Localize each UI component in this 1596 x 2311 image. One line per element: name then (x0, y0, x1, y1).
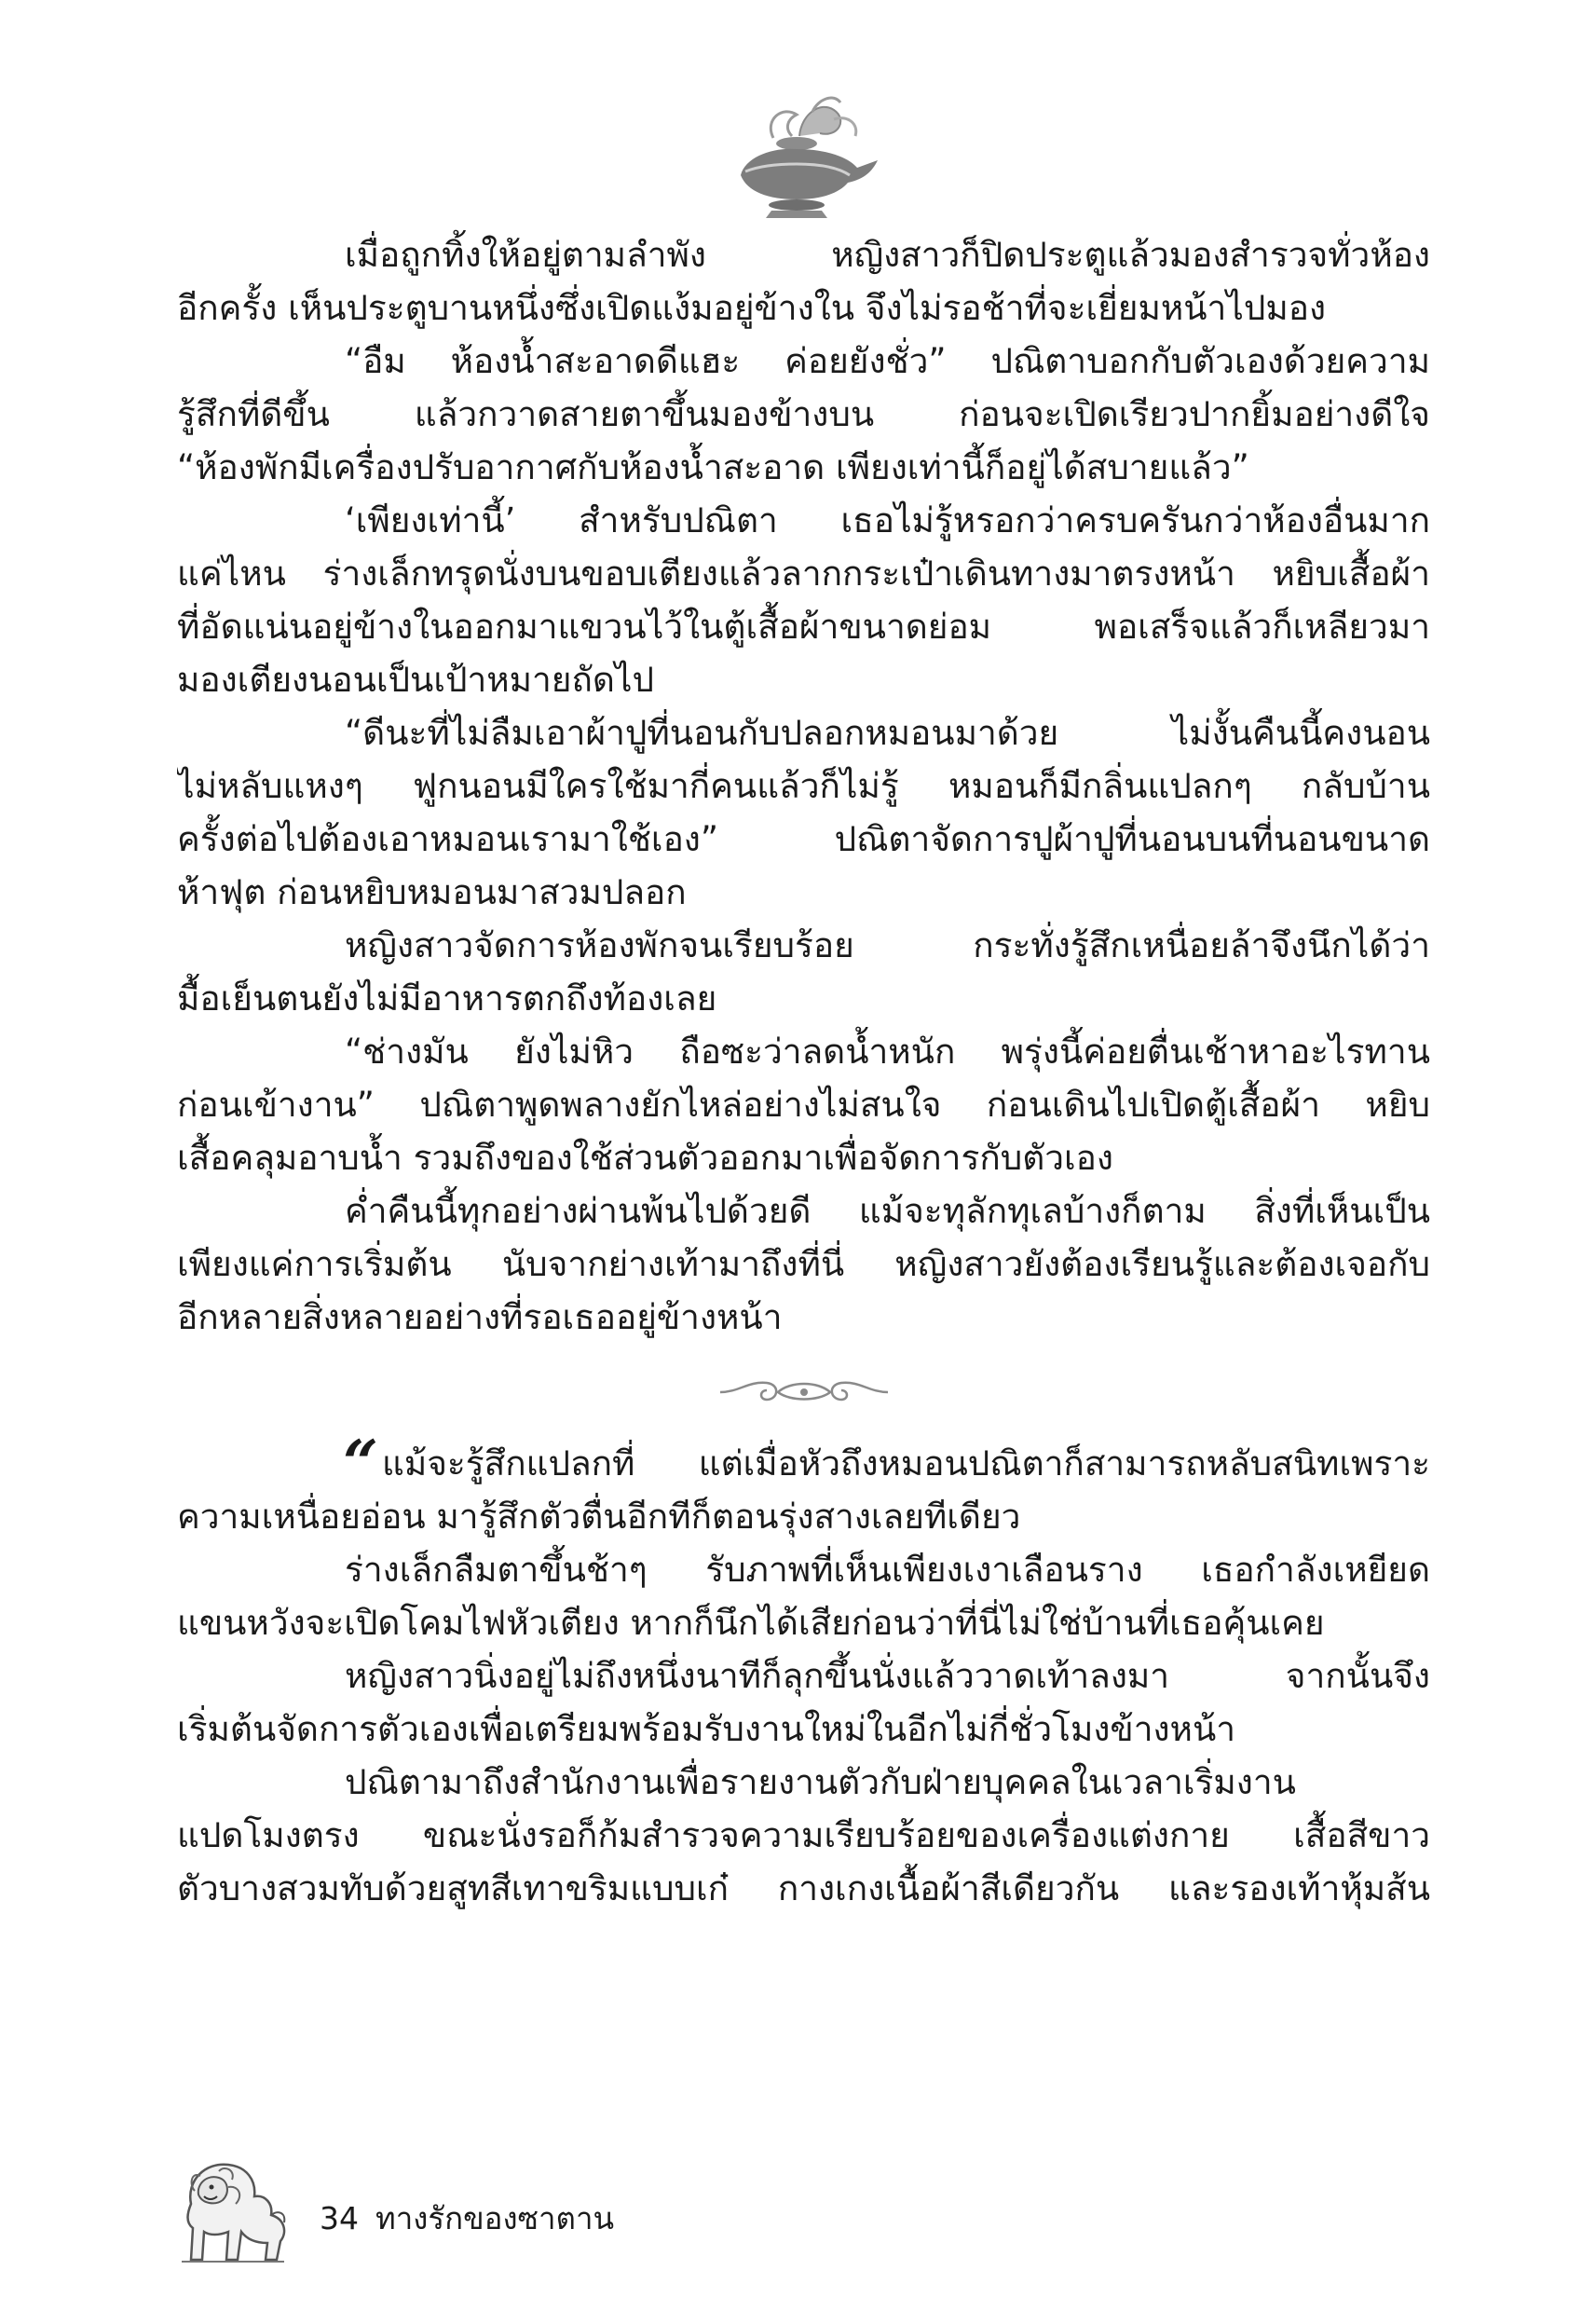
text-line: เสื้อคลุมอาบน้ำ รวมถึงของใช้ส่วนตัวออกมาเพื่อจัดการกับตัวเอง (177, 1138, 1113, 1178)
text-line: หญิงสาวนิ่งอยู่ไม่ถึงหนึ่งนาทีก็ลุกขึ้นนั่งแล้ววาดเท้าลงมา จากนั้นจึง (345, 1656, 1430, 1696)
text-line: “ห้องพักมีเครื่องปรับอากาศกับห้องน้ำสะอาด เพียงเท่านี้ก็อยู่ได้สบายแล้ว” (177, 447, 1249, 487)
text-line: ครั้งต่อไปต้องเอาหมอนเรามาใช้เอง” ปณิตาจัดการปูผ้าปูที่นอนบนที่นอนขนาด (177, 819, 1430, 859)
text-line: มองเตียงนอนเป็นเป้าหมายถัดไป (177, 660, 655, 700)
text-line: ตัวบางสวมทับด้วยสูทสีเทาขริมแบบเก๋ กางเกงเนื้อผ้าสีเดียวกัน และรองเท้าหุ้มส้น (177, 1868, 1430, 1908)
text-line: “ช่างมัน ยังไม่หิว ถือซะว่าลดน้ำหนัก พรุ่งนี้ค่อยตื่นเช้าหาอะไรทาน (345, 1032, 1430, 1072)
paragraph (177, 919, 1430, 1025)
text-line: เริ่มต้นจัดการตัวเองเพื่อเตรียมพร้อมรับงานใหม่ในอีกไม่กี่ชั่วโมงข้างหน้า (177, 1709, 1236, 1749)
text-line: ก่อนเข้างาน” ปณิตาพูดพลางยักไหล่อย่างไม่สนใจ ก่อนเดินไปเปิดตู้เสื้อผ้า หยิบ (177, 1085, 1430, 1125)
text-line: แขนหวังจะเปิดโคมไฟหัวเตียง หากก็นึกได้เสียก่อนว่าที่นี่ไม่ใช่บ้านที่เธอคุ้นเคย (177, 1603, 1325, 1643)
text-line: ‘เพียงเท่านี้’ สำหรับปณิตา เธอไม่รู้หรอกว่าครบครันกว่าห้องอื่นมาก (345, 500, 1430, 540)
text-line: ห้าฟุต ก่อนหยิบหมอนมาสวมปลอก (177, 872, 687, 912)
text-line: แค่ไหน ร่างเล็กทรุดนั่งบนขอบเตียงแล้วลากกระเป๋าเดินทางมาตรงหน้า หยิบเสื้อผ้า (177, 554, 1430, 594)
page-footer (163, 2139, 722, 2278)
text-line: แม้จะรู้สึกแปลกที่ แต่เมื่อหัวถึงหมอนปณิตาก็สามารถหลับสนิทเพราะ (381, 1443, 1430, 1484)
text-line: รู้สึกที่ดีขึ้น แล้วกวาดสายตาขึ้นมองข้างบน ก่อนจะเปิดเรียวปากยิ้มอย่างดีใจ (177, 394, 1430, 434)
text-line: ที่อัดแน่นอยู่ข้างในออกมาแขวนไว้ในตู้เสื้อผ้าขนาดย่อม พอเสร็จแล้วก็เหลียวมา (177, 607, 1430, 647)
paragraph (177, 335, 1430, 494)
paragraph (177, 1543, 1430, 1649)
text-line: อีกหลายสิ่งหลายอย่างที่รอเธออยู่ข้างหน้า (177, 1297, 783, 1337)
book-title: ทางรักของซาตาน (375, 2200, 615, 2236)
dropcap-line (177, 1427, 1430, 1499)
text-line: “ดีนะที่ไม่ลืมเอาผ้าปูที่นอนกับปลอกหมอนมาด้วย ไม่งั้นคืนนี้คงนอน (345, 713, 1430, 753)
page-number: 34 (320, 2200, 359, 2236)
paragraph (177, 1427, 1430, 1543)
paragraph (177, 1756, 1430, 1915)
paragraph (177, 228, 1430, 335)
text-line: ความเหนื่อยอ่อน มารู้สึกตัวตื่นอีกทีก็ตอนรุ่งสางเลยทีเดียว (177, 1497, 1021, 1537)
dropcap-quote: “ (343, 1427, 378, 1499)
text-line: ค่ำคืนนี้ทุกอย่างผ่านพ้นไปด้วยดี แม้จะทุลักทุเลบ้างก็ตาม สิ่งที่เห็นเป็น (345, 1191, 1430, 1231)
text-line: เมื่อถูกทิ้งให้อยู่ตามลำพัง หญิงสาวก็ปิดประตูแล้วมองสำรวจทั่วห้อง (345, 235, 1430, 275)
paragraph (177, 706, 1430, 919)
body-text (177, 228, 1430, 1915)
paragraph (177, 1184, 1430, 1344)
text-line: “อืม ห้องน้ำสะอาดดีแฮะ ค่อยยังชั่ว” ปณิตาบอกกับตัวเองด้วยความ (345, 341, 1430, 381)
footer-text (320, 2200, 631, 2237)
paragraph (177, 1025, 1430, 1184)
paragraph (177, 1649, 1430, 1756)
paragraph (177, 494, 1430, 706)
text-line: อีกครั้ง เห็นประตูบานหนึ่งซึ่งเปิดแง้มอยู่ข้างใน จึงไม่รอช้าที่จะเยี่ยมหน้าไปมอง (177, 288, 1327, 328)
scroll-flourish-divider-icon (711, 1374, 897, 1407)
text-line: ร่างเล็กลืมตาขึ้นช้าๆ รับภาพที่เห็นเพียงเงาเลือนราง เธอกำลังเหยียด (345, 1550, 1430, 1590)
genie-lamp-ornament-icon (708, 82, 885, 222)
section-divider (177, 1344, 1430, 1437)
text-line: แปดโมงตรง ขณะนั่งรอก็ก้มสำรวจความเรียบร้อยของเครื่องแต่งกาย เสื้อสีขาว (177, 1815, 1430, 1855)
lion-ornament-icon (163, 2139, 293, 2269)
text-line: มื้อเย็นตนยังไม่มีอาหารตกถึงท้องเลย (177, 978, 717, 1019)
text-line: ปณิตามาถึงสำนักงานเพื่อรายงานตัวกับฝ่ายบุคคลในเวลาเริ่มงาน (345, 1762, 1296, 1802)
text-line: หญิงสาวจัดการห้องพักจนเรียบร้อย กระทั่งรู้สึกเหนื่อยล้าจึงนึกได้ว่า (345, 925, 1430, 965)
text-line: ไม่หลับแหงๆ ฟูกนอนมีใครใช้มากี่คนแล้วก็ไม่รู้ หมอนก็มีกลิ่นแปลกๆ กลับบ้าน (177, 766, 1430, 806)
text-line: เพียงแค่การเริ่มต้น นับจากย่างเท้ามาถึงที่นี่ หญิงสาวยังต้องเรียนรู้และต้องเจอกับ (177, 1244, 1430, 1284)
